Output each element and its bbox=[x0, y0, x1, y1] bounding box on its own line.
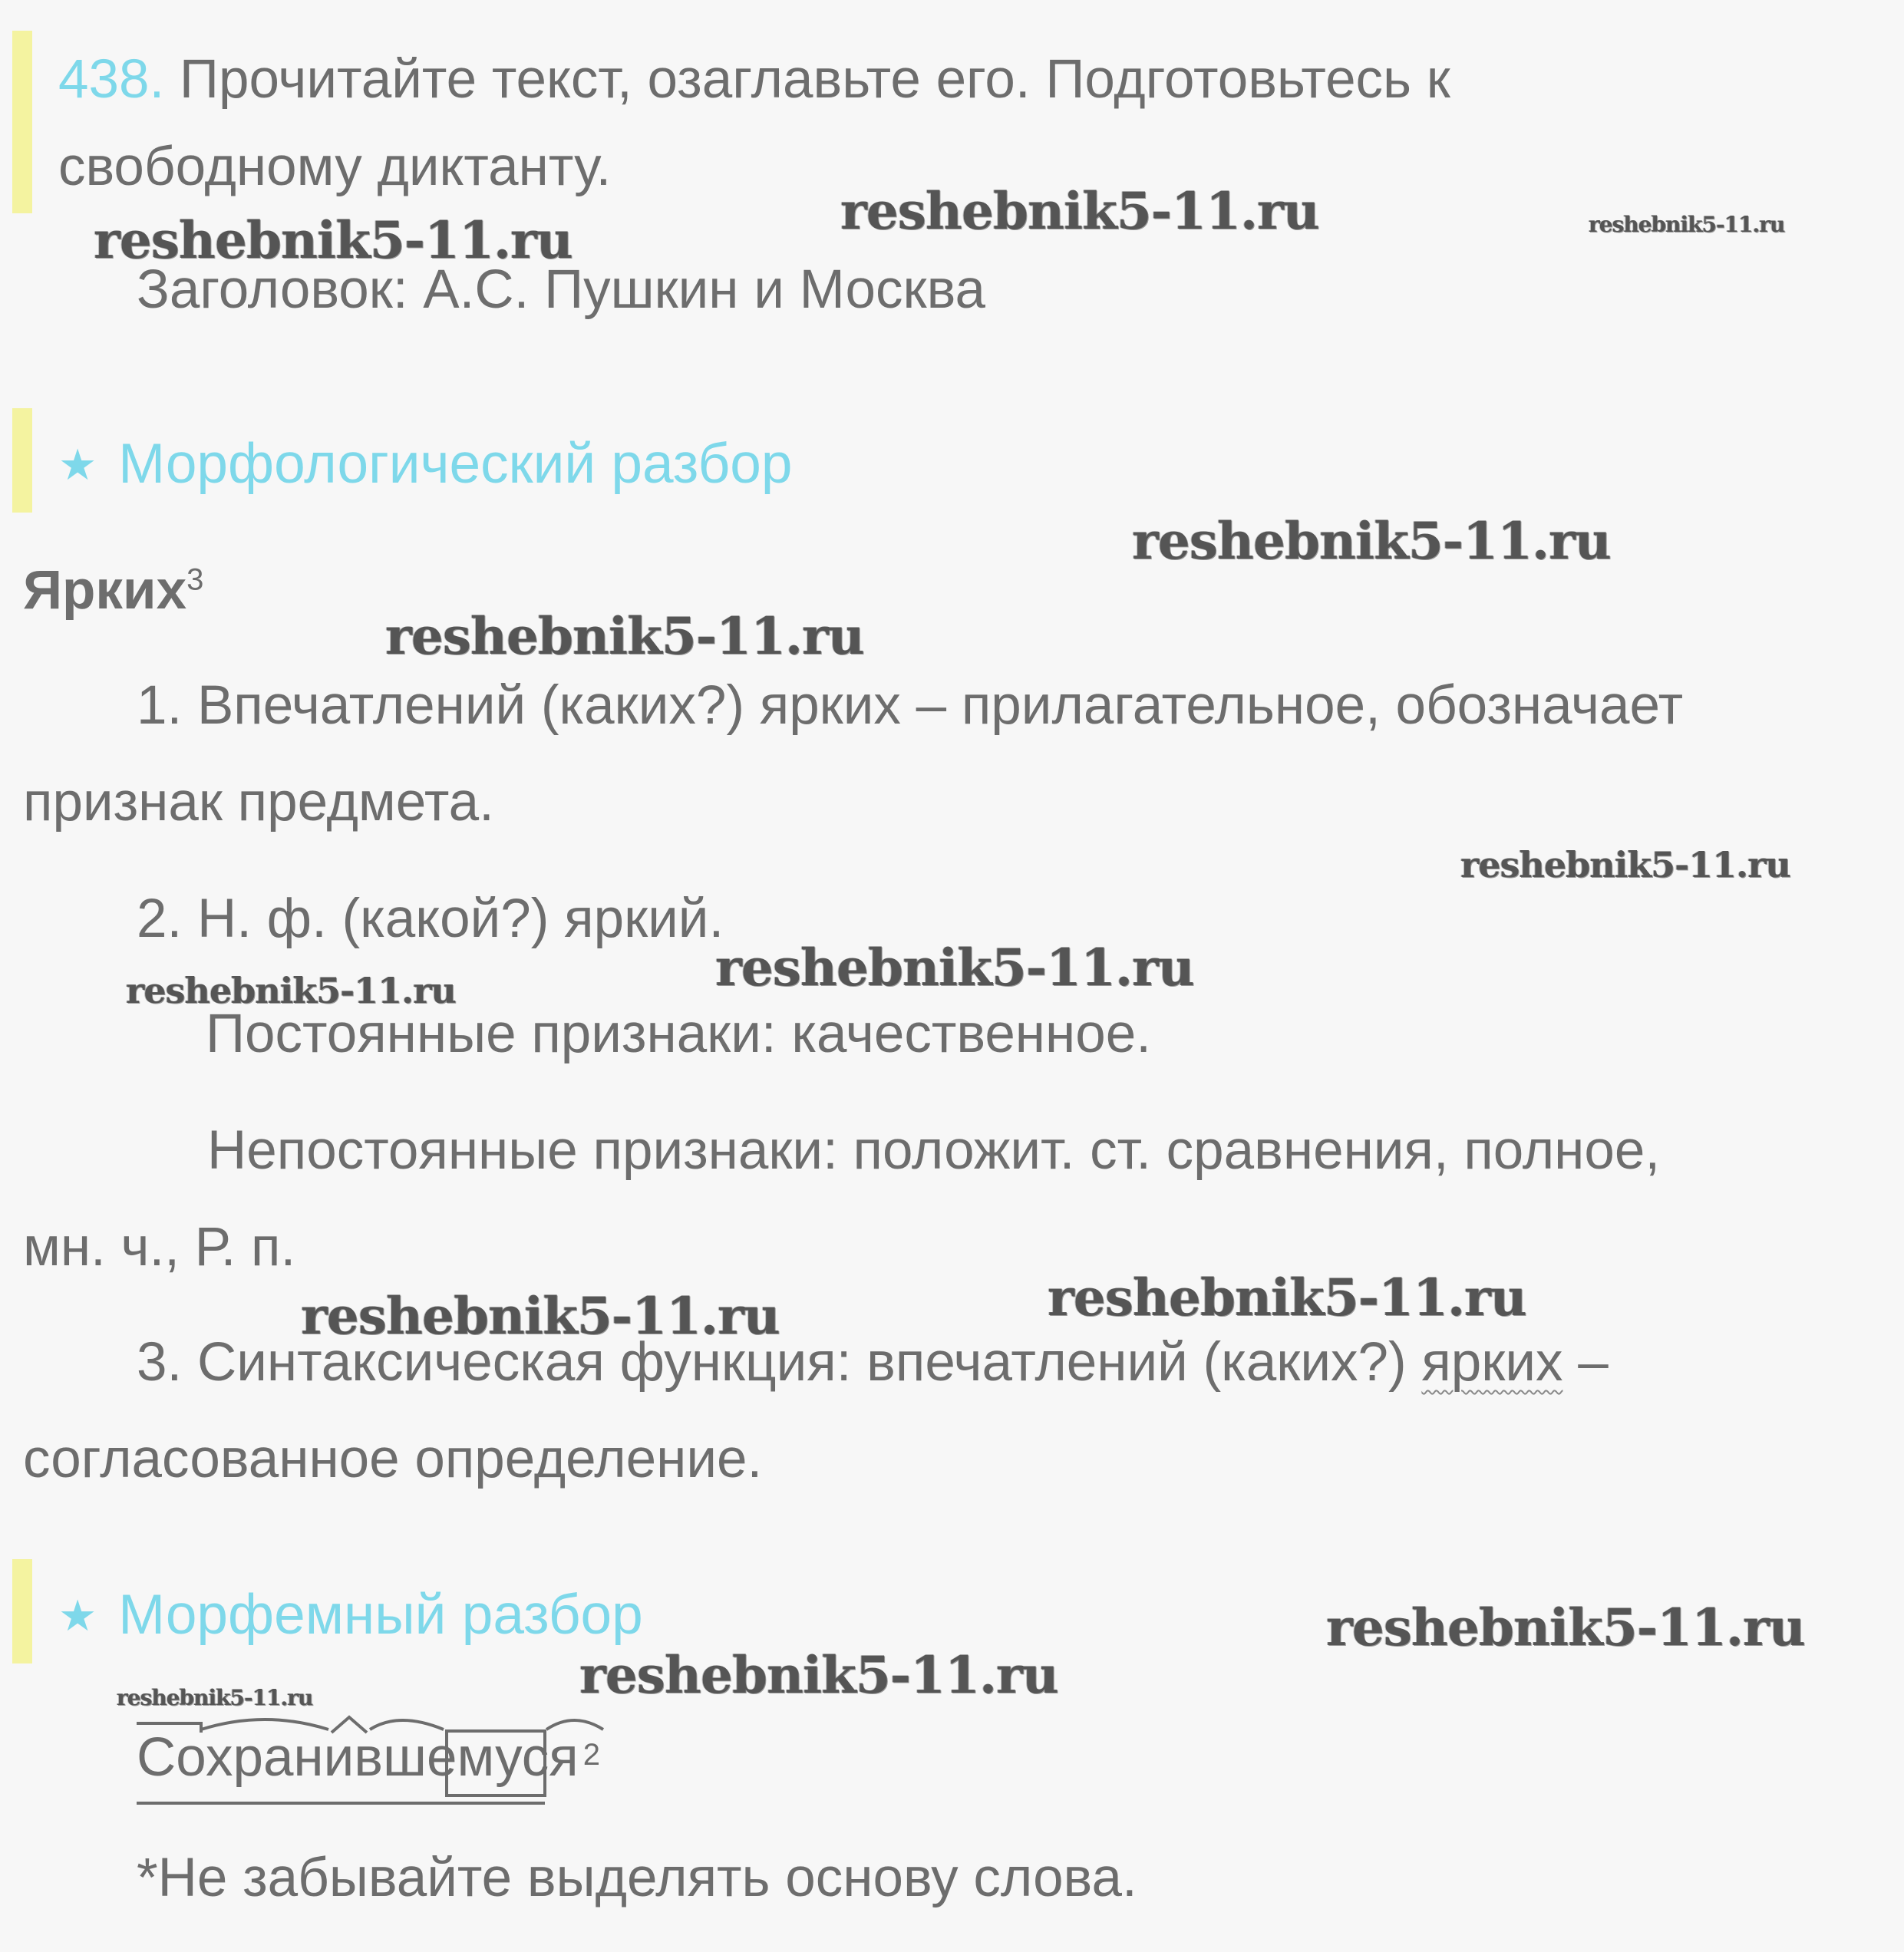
watermark: reshebnik5-11.ru bbox=[1048, 1268, 1526, 1327]
watermark: reshebnik5-11.ru bbox=[385, 606, 864, 666]
word-text: Ярких bbox=[23, 560, 187, 621]
watermark: reshebnik5-11.ru bbox=[715, 938, 1194, 997]
highlight-bar bbox=[12, 408, 32, 513]
constant-features: Постоянные признаки: качественное. bbox=[206, 1004, 1151, 1064]
watermark: reshebnik5-11.ru bbox=[1589, 212, 1785, 237]
heading-text: Морфемный разбор bbox=[118, 1584, 643, 1646]
point-3-line-2: согласованное определение. bbox=[23, 1429, 763, 1489]
point-2: 2. Н. ф. (какой?) яркий. bbox=[137, 889, 724, 949]
analyzed-word bbox=[23, 560, 204, 621]
point-1-line-2: признак предмета. bbox=[23, 772, 494, 833]
highlight-bar bbox=[12, 1559, 32, 1663]
task-number: 438. bbox=[58, 49, 165, 110]
point-3-dash: – bbox=[1562, 1332, 1609, 1393]
watermark: reshebnik5-11.ru bbox=[1460, 844, 1790, 885]
watermark: reshebnik5-11.ru bbox=[579, 1645, 1058, 1705]
word-superscript: 3 bbox=[186, 562, 204, 597]
note: *Не забывайте выделять основу слова. bbox=[137, 1848, 1137, 1908]
nonconstant-features-line-1: Непостоянные признаки: положит. ст. сравнения, полное, bbox=[207, 1120, 1661, 1181]
highlight-bar bbox=[12, 31, 32, 213]
point-1-line-1: 1. Впечатлений (каких?) ярких – прилагательное, обозначает bbox=[137, 675, 1684, 736]
watermark: reshebnik5-11.ru bbox=[126, 970, 456, 1011]
watermark: reshebnik5-11.ru bbox=[840, 181, 1319, 241]
star-icon: ★ bbox=[58, 440, 97, 489]
watermark: reshebnik5-11.ru bbox=[1132, 511, 1611, 571]
morpheme-superscript: 2 bbox=[582, 1737, 600, 1772]
star-icon: ★ bbox=[58, 1591, 97, 1640]
underlined-word: ярких bbox=[1421, 1332, 1563, 1393]
task-text: Прочитайте текст, озаглавьте его. Подготовьтесь к bbox=[179, 49, 1450, 110]
watermark: reshebnik5-11.ru bbox=[1326, 1598, 1805, 1657]
heading-text: Морфологический разбор bbox=[118, 433, 793, 495]
answer-title: Заголовок: А.С. Пушкин и Москва bbox=[137, 259, 986, 320]
task-line-1 bbox=[58, 49, 1450, 110]
morpheme-word-text: Сохранившемуся bbox=[137, 1727, 579, 1788]
point-3-text: 3. Синтаксическая функция: впечатлений (каких?) bbox=[137, 1332, 1422, 1393]
watermark: reshebnik5-11.ru bbox=[117, 1685, 313, 1710]
nonconstant-features-line-2: мн. ч., Р. п. bbox=[23, 1217, 296, 1278]
section-heading-morpheme bbox=[58, 1584, 643, 1646]
morpheme-markings bbox=[130, 1713, 629, 1812]
watermark: reshebnik5-11.ru bbox=[94, 210, 573, 270]
section-heading-morphological bbox=[58, 433, 793, 495]
task-line-2: свободному диктанту. bbox=[58, 137, 612, 197]
watermark: reshebnik5-11.ru bbox=[301, 1286, 780, 1346]
